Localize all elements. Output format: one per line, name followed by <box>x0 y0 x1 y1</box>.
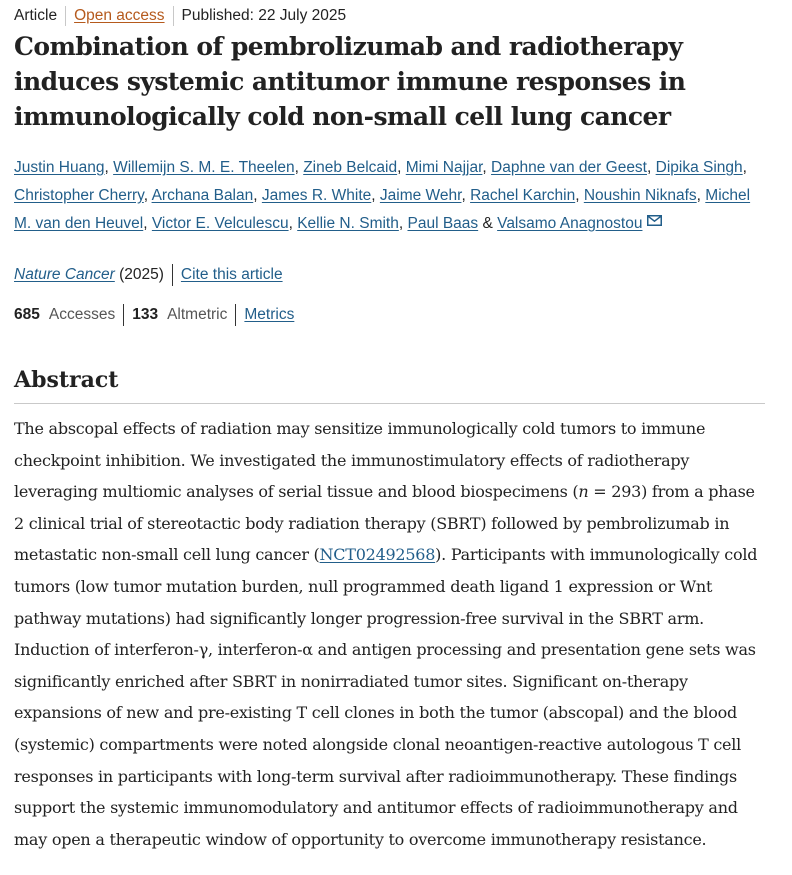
article-title: Combination of pembrolizumab and radiotherapy induces systemic antitumor immune responses in immunologically cold non-small cell lung cancer <box>14 32 686 131</box>
author-link[interactable]: Christopher Cherry <box>14 187 144 204</box>
author-separator: , <box>461 187 466 204</box>
journal-year: (2025) <box>119 266 164 283</box>
meta-divider <box>65 6 66 26</box>
author-separator: , <box>294 159 299 176</box>
author-separator: , <box>288 215 293 232</box>
altmetric-label: Altmetric <box>167 306 228 323</box>
author-list <box>14 154 766 238</box>
published-date: Published: 22 July 2025 <box>181 7 347 24</box>
author-link[interactable]: Noushin Niknafs <box>583 187 697 204</box>
author-link[interactable]: Archana Balan <box>151 187 254 204</box>
metrics-divider <box>123 304 124 326</box>
author-link[interactable]: Valsamo Anagnostou <box>497 215 643 232</box>
accesses-label: Accesses <box>48 306 116 323</box>
author-joiner: & <box>482 215 493 232</box>
author-separator: , <box>482 159 487 176</box>
author-link[interactable]: James R. White <box>261 187 372 204</box>
author-separator: , <box>742 159 747 176</box>
author-link[interactable]: Paul Baas <box>407 215 479 232</box>
author-link[interactable]: Dipika Singh <box>655 159 743 176</box>
author-separator: , <box>143 187 149 204</box>
author-separator: , <box>696 187 701 204</box>
author-separator: , <box>253 187 258 204</box>
metrics-link[interactable]: Metrics <box>244 306 295 323</box>
author-link[interactable]: Kellie N. Smith <box>297 215 399 232</box>
article-metrics <box>14 304 294 326</box>
abstract-heading: Abstract <box>14 367 119 393</box>
article-type: Article <box>14 7 58 24</box>
sample-size-symbol: n <box>578 482 589 502</box>
journal-divider <box>172 264 173 286</box>
abstract-text-part2: ). Participants with immunologically cold tumors (low tumor mutation burden, null programmed death ligand 1 expression or Wnt pathway mutations) had significantly longer progression-free survival in the SBRT arm. Induction of interferon-γ, interferon-α and antigen processing and presentation gene sets was significantly enriched after SBRT in nonirradiated tumor sites. Significant on-therapy expansions of new and pre-existing T cell clones in both the tumor (abscopal) and the blood (systemic) compartments were noted alongside clonal neoantigen-reactive autologous T cell responses in participants with long-term survival after radioimmunotherapy. These findings support the systemic immunomodulatory and antitumor effects of radioimmunotherapy and may open a therapeutic window of opportunity to overcome immunotherapy resistance. <box>14 545 758 849</box>
journal-name-link[interactable]: Nature Cancer <box>14 266 115 283</box>
author-link[interactable]: Michel M. van den Heuvel <box>14 187 751 232</box>
author-link[interactable]: Zineb Belcaid <box>303 159 398 176</box>
accesses-count: 685 <box>14 306 40 323</box>
author-separator: , <box>398 215 404 232</box>
cite-article-link[interactable]: Cite this article <box>180 266 283 283</box>
altmetric-score: 133 <box>132 306 159 323</box>
author-link[interactable]: Mimi Najjar <box>405 159 483 176</box>
author-link[interactable]: Victor E. Velculescu <box>151 215 289 232</box>
abstract-text-part1: The abscopal effects of radiation may sensitize immunologically cold tumors to immune checkpoint inhibition. We investigated the immunostimulatory effects of radiotherapy leveraging multiomic analyses of serial tissue and blood biospecimens ( <box>14 419 706 502</box>
metrics-divider <box>235 304 236 326</box>
journal-info <box>14 264 283 286</box>
abstract-divider <box>14 403 765 404</box>
meta-divider <box>173 6 174 26</box>
author-link[interactable]: Rachel Karchin <box>470 187 576 204</box>
abstract-body <box>14 413 766 855</box>
author-link[interactable]: Daphne van der Geest <box>491 159 647 176</box>
author-separator: , <box>143 215 148 232</box>
author-separator: , <box>371 187 376 204</box>
envelope-icon[interactable] <box>647 215 662 226</box>
author-separator: , <box>104 159 109 176</box>
open-access-link[interactable]: Open access <box>74 7 165 24</box>
clinical-trial-link[interactable]: NCT02492568 <box>319 545 436 565</box>
author-separator: , <box>647 159 652 176</box>
author-link[interactable]: Willemijn S. M. E. Theelen <box>113 159 295 176</box>
author-separator: , <box>575 187 580 204</box>
abstract-text-sample: = 293) from a phase 2 clinical trial of stereotactic body radiation therapy (SBRT) followed by pembrolizumab in metastatic non-small cell lung cancer ( <box>14 482 755 565</box>
author-link[interactable]: Justin Huang <box>14 159 105 176</box>
author-link[interactable]: Jaime Wehr <box>379 187 462 204</box>
author-separator: , <box>397 159 402 176</box>
article-meta <box>14 6 346 26</box>
